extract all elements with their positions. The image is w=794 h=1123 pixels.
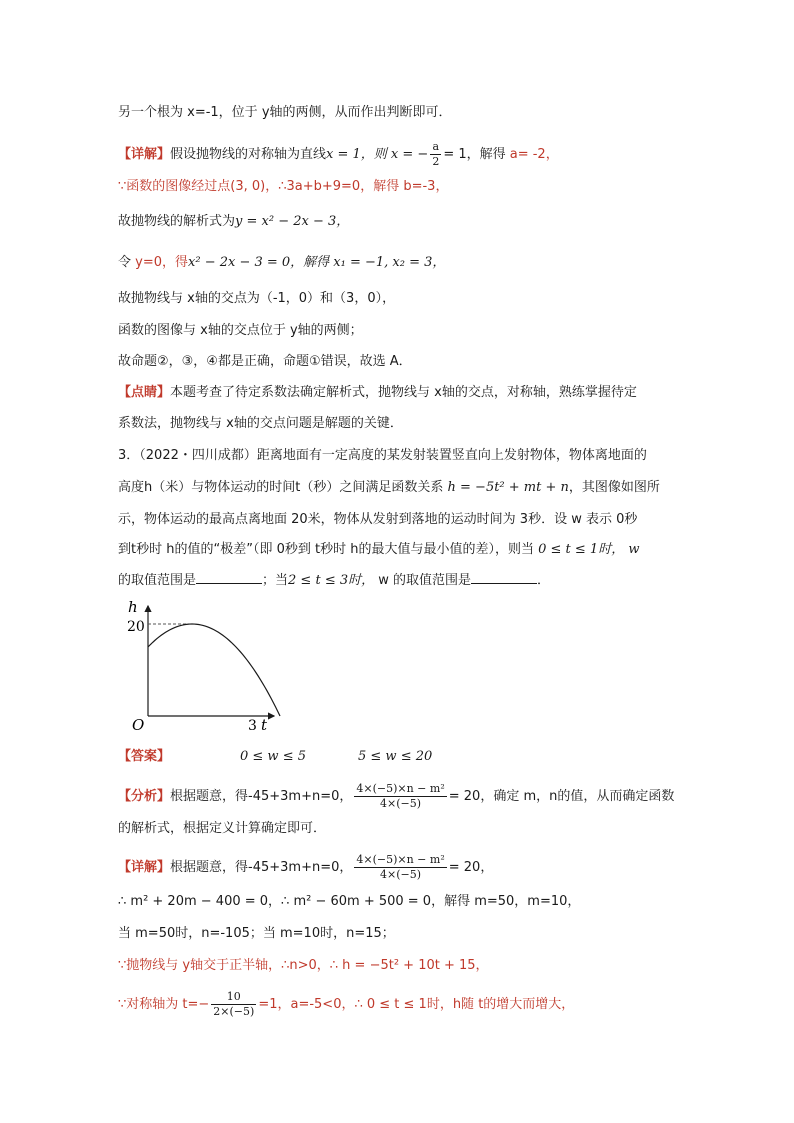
x-tick-label: 3 bbox=[248, 718, 257, 734]
detail-tag: 【详解】 bbox=[118, 147, 171, 162]
y-tick-label: 20 bbox=[127, 619, 145, 635]
math: x = 1，则 x = − bbox=[326, 147, 429, 162]
text: 根据题意，得-45+3m+n=0， bbox=[170, 860, 353, 875]
math: 0 ≤ t ≤ 1时， bbox=[538, 542, 625, 557]
answer-blank[interactable] bbox=[471, 571, 537, 584]
text: ． bbox=[537, 573, 551, 588]
review-tag: 【点睛】 bbox=[118, 385, 171, 400]
text: = 20， bbox=[448, 860, 494, 875]
text: 的取值范围是 bbox=[118, 573, 197, 588]
answer-blank[interactable] bbox=[196, 571, 262, 584]
text: w 的取值范围是 bbox=[378, 573, 472, 588]
text-line: 系数法，抛物线与 x轴的交点问题是解题的关键． bbox=[118, 416, 403, 431]
origin-label: O bbox=[132, 716, 145, 734]
numerator: a bbox=[430, 140, 441, 155]
detail-tag: 【详解】 bbox=[118, 860, 171, 875]
review-line bbox=[118, 384, 637, 402]
question-line bbox=[118, 541, 639, 559]
text: =1，a=-5<0，∴ 0 ≤ t ≤ 1时，h随 t的增大而增大， bbox=[258, 997, 575, 1012]
math: 2 ≤ t ≤ 3时， bbox=[288, 573, 375, 588]
text-line: 当 m=50时，n=-105；当 m=10时，n=15； bbox=[118, 926, 395, 941]
text-line: 故抛物线与 x轴的交点为（-1，0）和（3，0）， bbox=[118, 291, 396, 306]
denominator: 2×(−5) bbox=[213, 1005, 255, 1018]
text-line bbox=[118, 213, 349, 231]
text-line: ∴ m² + 20m − 400 = 0，∴ m² − 60m + 500 = 0，解得 m=50，m=10， bbox=[118, 894, 581, 909]
text: y=0，得 bbox=[135, 255, 189, 270]
answer-tag: 【答案】 bbox=[118, 749, 171, 764]
text: = 20，确定 m，n的值，从而确定函数 bbox=[448, 789, 675, 804]
question-line bbox=[118, 571, 550, 590]
math: y = x² − 2x − 3， bbox=[235, 214, 350, 229]
detail-line bbox=[118, 853, 493, 882]
analysis-tag: 【分析】 bbox=[118, 789, 171, 804]
text-line: 的解析式，根据定义计算确定即可． bbox=[118, 821, 327, 836]
answer-2: 5 ≤ w ≤ 20 bbox=[358, 749, 433, 764]
text-line bbox=[118, 990, 574, 1019]
text: t（秒）之间满足函数关系 bbox=[295, 480, 444, 495]
denominator: 4×(−5) bbox=[380, 868, 422, 881]
text: 假设抛物线的对称轴为直线 bbox=[170, 147, 327, 162]
numerator: 4×(−5)×n − m² bbox=[356, 782, 445, 795]
question-line bbox=[118, 479, 660, 497]
text: ，其图像如图所 bbox=[568, 480, 660, 495]
text: = 1，解得 bbox=[443, 147, 506, 162]
fraction bbox=[430, 140, 441, 169]
text: t秒时 h的值的“极差”（即 0秒到 t秒时 h的最大值与最小值的差），则当 bbox=[131, 542, 534, 557]
text: ∵对称轴为 t=− bbox=[118, 997, 210, 1012]
answer-1: 0 ≤ w ≤ 5 bbox=[240, 749, 306, 764]
math: w bbox=[628, 542, 640, 557]
parabola-curve bbox=[148, 624, 280, 716]
text-line: ∵抛物线与 y轴交于正半轴，∴n>0，∴ h = −5t² + 10t + 15， bbox=[118, 958, 489, 973]
question-line: 3．（2022・四川成都）距离地面有一定高度的某发射装置竖直向上发射物体，物体离地面的 bbox=[118, 448, 647, 463]
denominator: 2 bbox=[432, 155, 440, 168]
text-line: 故命题②，③，④都是正确，命题①错误，故选 A． bbox=[118, 354, 412, 369]
detail-line bbox=[118, 140, 559, 169]
text: h（米）与物体运动的时间 bbox=[144, 480, 296, 495]
text-line bbox=[118, 254, 445, 272]
numerator: 4×(−5)×n − m² bbox=[356, 853, 445, 866]
denominator: 4×(−5) bbox=[380, 797, 422, 810]
text-line: ∵函数的图像经过点(3, 0)，∴3a+b+9=0，解得 b=-3， bbox=[118, 179, 449, 194]
numerator: 10 bbox=[211, 990, 256, 1005]
question-line: 示，物体运动的最高点离地面 20米，物体从发射到落地的运动时间为 3秒．设 w 表示 0秒 bbox=[118, 512, 638, 527]
value: a= -2， bbox=[509, 147, 559, 162]
parabola-graph bbox=[118, 598, 288, 738]
fraction bbox=[354, 782, 446, 811]
answer-line bbox=[118, 748, 433, 766]
fraction bbox=[211, 990, 256, 1019]
y-axis-label: h bbox=[128, 598, 138, 616]
text: 本题考查了待定系数法确定解析式，抛物线与 x轴的交点，对称轴，熟练掌握待定 bbox=[170, 385, 637, 400]
text: 故抛物线的解析式为 bbox=[118, 214, 236, 229]
math: x² − 2x − 3 = 0，解得 x₁ = −1, x₂ = 3， bbox=[188, 255, 446, 270]
text: 高度 bbox=[118, 480, 145, 495]
text: ；当 bbox=[262, 573, 289, 588]
text-line: 另一个根为 x=-1，位于 y轴的两侧，从而作出判断即可． bbox=[118, 105, 452, 120]
function-expression: h = −5t² + mt + n bbox=[447, 480, 569, 495]
text: 令 bbox=[118, 255, 132, 270]
analysis-line bbox=[118, 782, 674, 811]
text: 到 bbox=[118, 542, 132, 557]
fraction bbox=[354, 853, 446, 882]
text: 根据题意，得-45+3m+n=0， bbox=[170, 789, 353, 804]
text-line: 函数的图像与 x轴的交点位于 y轴的两侧； bbox=[118, 323, 363, 338]
x-axis-label: t bbox=[261, 716, 268, 734]
